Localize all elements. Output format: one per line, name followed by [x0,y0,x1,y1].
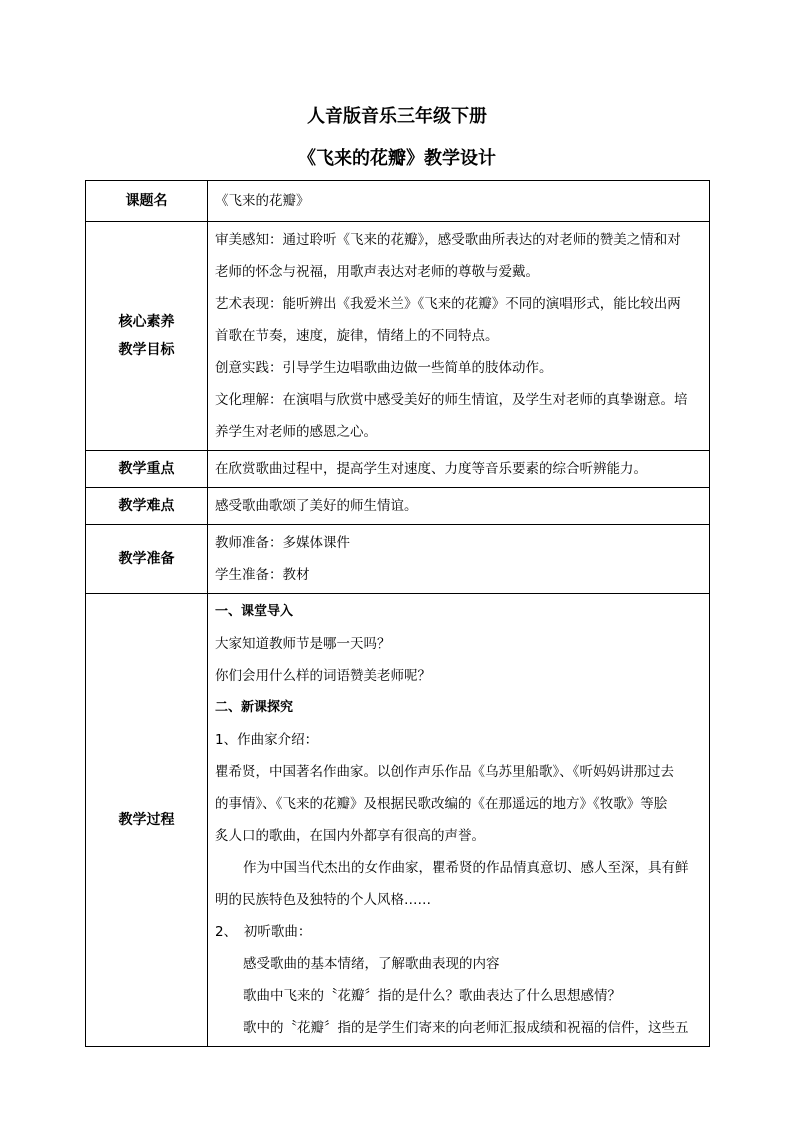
process-line: 明的民族特色及独特的个人风格…… [215,892,431,908]
goal-line: 文化理解：在演唱与欣赏中感受美好的师生情谊，及学生对老师的真挚谢意。培 [215,392,688,408]
label-goals-line1: 核心素养 [118,314,175,330]
label-difficulty: 教学难点 [86,488,208,525]
value-key-point: 在欣赏歌曲过程中，提高学生对速度、力度等音乐要素的综合听辨能力。 [215,461,647,477]
lesson-plan-table [85,180,710,1047]
row-topic [86,181,710,222]
document-subtitle: 《飞来的花瓣》教学设计 [298,148,496,169]
process-line: 歌曲中飞来的〝花瓣〞指的是什么？歌曲表达了什么思想感情？ [243,988,621,1004]
row-goals [86,222,710,451]
process-line: 2、 初听歌曲： [215,924,312,940]
process-line: 你们会用什么样的词语赞美老师呢？ [215,668,431,684]
process-line: 炙人口的歌曲，在国内外都享有很高的声誉。 [215,828,485,844]
goal-line: 审美感知：通过聆听《飞来的花瓣》，感受歌曲所表达的对老师的赞美之情和对 [215,232,681,248]
goal-line: 养学生对老师的感恩之心。 [215,424,377,440]
label-key-point: 教学重点 [86,451,208,488]
process-line: 作为中国当代杰出的女作曲家，瞿希贤的作品情真意切、感人至深，具有鲜 [243,860,689,876]
value-difficulty: 感受歌曲歌颂了美好的师生情谊。 [215,498,418,514]
value-prep [208,525,710,594]
prep-line: 学生准备：教材 [215,567,310,583]
value-goals [208,222,710,451]
goal-line: 老师的怀念与祝福，用歌声表达对老师的尊敬与爱戴。 [215,264,539,280]
process-line: 瞿希贤，中国著名作曲家。以创作声乐作品《乌苏里船歌》、《听妈妈讲那过去 [215,764,674,780]
process-line: 感受歌曲的基本情绪，了解歌曲表现的内容 [243,956,500,972]
value-topic: 《飞来的花瓣》 [215,193,310,209]
label-goals-line2: 教学目标 [118,342,175,358]
process-heading: 二、新课探究 [215,700,294,715]
label-goals [86,222,208,451]
value-process [208,594,710,1047]
process-line: 歌中的〝花瓣〞指的是学生们寄来的向老师汇报成绩和祝福的信件，这些五 [243,1020,689,1036]
label-process: 教学过程 [86,594,208,1047]
goal-line: 创意实践：引导学生边唱歌曲边做一些简单的肢体动作。 [215,360,553,376]
row-prep [86,525,710,594]
process-line: 大家知道教师节是哪一天吗？ [215,636,391,652]
row-difficulty [86,488,710,525]
document-title: 人音版音乐三年级下册 [307,106,487,127]
process-line: 1、作曲家介绍： [215,732,319,748]
label-prep: 教学准备 [86,525,208,594]
row-process [86,594,710,1047]
process-line: 的事情》、《飞来的花瓣》及根据民歌改编的《在那遥远的地方》《牧歌》等脍 [215,796,668,812]
goal-line: 艺术表现：能听辨出《我爱米兰》《飞来的花瓣》不同的演唱形式，能比较出两 [215,296,681,312]
label-topic: 课题名 [86,181,208,222]
process-heading: 一、课堂导入 [215,604,294,619]
prep-line: 教师准备：多媒体课件 [215,535,350,551]
goal-line: 首歌在节奏，速度，旋律，情绪上的不同特点。 [215,328,499,344]
row-key-point [86,451,710,488]
